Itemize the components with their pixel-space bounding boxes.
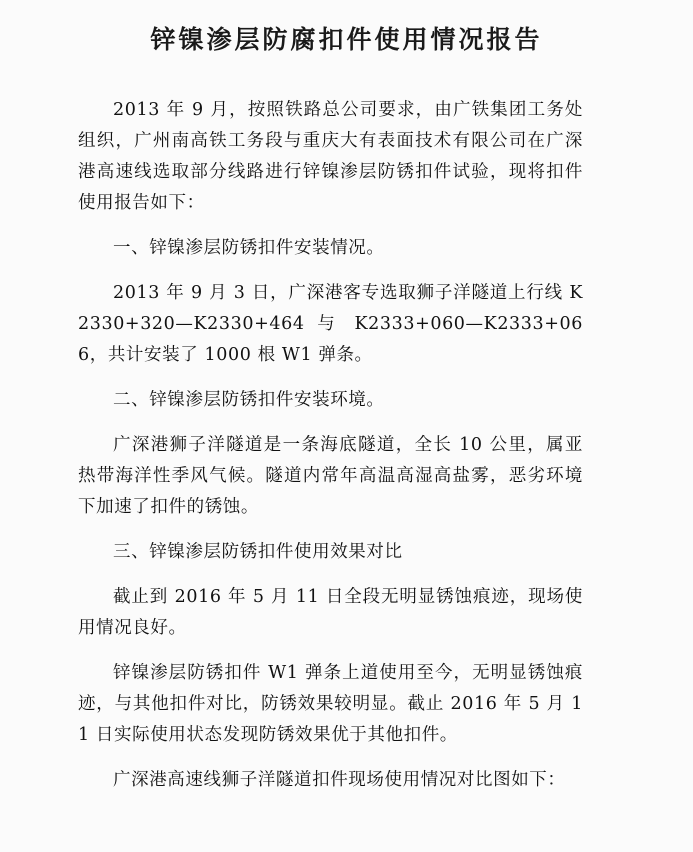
section-heading-installation: 一、锌镍渗层防锈扣件安装情况。	[113, 238, 385, 258]
comparison-paragraph-2: 锌镍渗层防锈扣件 W1 弹条上道使用至今，无明显锈蚀痕迹，与其他扣件对比，防锈效果较明显。截止 2016 年 5 月 11 日实际使用状态发现防锈效果优于其他扣件。	[78, 663, 583, 745]
section-heading-comparison: 三、锌镍渗层防锈扣件使用效果对比	[113, 542, 403, 562]
environment-paragraph: 广深港狮子洋隧道是一条海底隧道，全长 10 公里，属亚热带海洋性季风气候。隧道内常年高温高湿高盐雾，恶劣环境下加速了扣件的锈蚀。	[78, 435, 583, 517]
section-heading-environment: 二、锌镍渗层防锈扣件安装环境。	[113, 390, 385, 410]
intro-paragraph: 2013 年 9 月，按照铁路总公司要求，由广铁集团工务处组织，广州南高铁工务段与重庆大有表面技术有限公司在广深港高速线选取部分线路进行锌镍渗层防锈扣件试验，现将扣件使用报告如下：	[78, 100, 583, 213]
comparison-figure-intro: 广深港高速线狮子洋隧道扣件现场使用情况对比图如下：	[113, 770, 566, 790]
document-title: 锌镍渗层防腐扣件使用情况报告	[150, 25, 543, 54]
comparison-paragraph-1: 截止到 2016 年 5 月 11 日全段无明显锈蚀痕迹，现场使用情况良好。	[78, 587, 583, 638]
document-body	[78, 95, 583, 808]
installation-paragraph: 2013 年 9 月 3 日，广深港客专选取狮子洋隧道上行线 K2330+320—K2330+464 与 K2333+060—K2333+066，共计安装了 1000 根 W1 弹条。	[78, 283, 583, 365]
